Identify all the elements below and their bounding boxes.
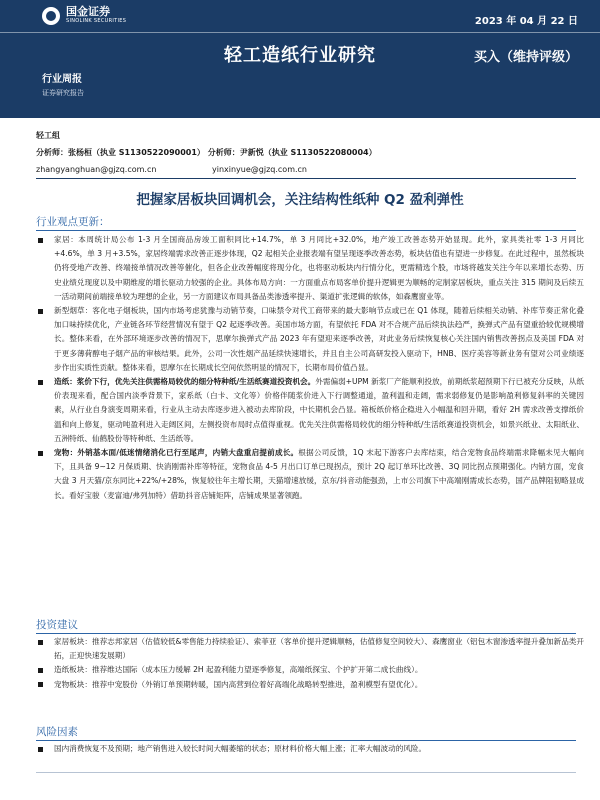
bullet-square-icon	[38, 747, 43, 752]
risk-list	[36, 742, 584, 756]
section-heading-risk: 风险因素	[36, 726, 78, 738]
logo-text-cn: 国金证券	[66, 5, 110, 18]
list-item: 造纸：浆价下行，优先关注供需格局较优的细分特种纸/生活纸赛道投资机会。外需偏弱+UPM 新浆厂产能顺利投放，前期纸浆超预期下行已被充分反映，从纸价表现来看，配合国内淡季背景下，家系纸（白卡、文化等）价格伴随浆价进入下行调整通道，盈利温和走阔，需求弱修复仍是影响盈利修复斜率的关键因素，从行业自身演变周期来看，行业从主动去库逐步进入被动去库阶段，中长期机会凸显。箱板纸价格企稳进入小幅温和回升期，看好 2H 需求改善支撑纸价温和向上修复，驱动吨盈利进入走阔区间，左侧投资布局时点值得重视。优先关注供需格局较优的细分特种纸/生活纸赛道投资机会，如景兴纸业、太阳纸业、五洲特纸、仙鹤股份等特种纸、生活纸等。	[36, 375, 584, 446]
report-subtitle: 证券研究报告	[42, 89, 84, 97]
rating-badge: 买入（维持评级）	[473, 50, 578, 65]
email-link[interactable]: zhangyanghuan@gjzq.com.cn	[36, 165, 157, 174]
bullet-square-icon	[38, 238, 43, 243]
list-item: 造纸板块：推荐维达国际（成本压力缓解 2H 起盈利能力望逐季修复，高端纸探宝、个护扩开第二成长曲线）。	[36, 663, 584, 677]
footer-divider	[36, 772, 576, 773]
list-item: 新型烟草：客化电子烟板块，国内市场考虑犹豫与动销节奏，口味禁令对代工商带来的最大影响节点或已在 Q1 体现，随着后续相关动销、补库节奏正常化叠加口味持续优化，产业链各环节经营情况有望于 Q2 起逐季改善。美国市场方面，有望依托 FDA 对不合规产品后续执法趋严，换弹式产品有望重拾较优规模增长。整体来看，在外部环境逐步改善的情况下，思摩尔换弹式产品 2023 年有望迎来逐季改善，对此业务后续恢复核心关注国内销售改善拐点及美国 FDA 对于更多薄荷醇电子烟产品的审核结果。此外，公司一次性烟产品延续快速增长，并且自主公司高研发投入驱动下，HNB、医疗美容等新业务有望对公司业绩逐步作出实质性贡献。整体来看，思摩尔在长期成长空间依然明显的情况下，长期布局价值凸显。	[36, 304, 584, 375]
advice-list	[36, 635, 584, 692]
list-item: 宠物板块：推荐中宠股份（外销订单预期转暖，国内高营到位着好高端化战略转型推进，盈利模型有望优化）。	[36, 678, 584, 692]
bullet-square-icon	[38, 380, 43, 385]
logo-text-en: SINOLINK SECURITIES	[66, 18, 127, 24]
section-rule	[36, 230, 576, 231]
views-list	[36, 233, 584, 503]
bullet-square-icon	[38, 682, 43, 687]
section-heading-views: 行业观点更新：	[36, 216, 110, 228]
brand-logo	[42, 6, 126, 25]
section-heading-advice: 投资建议	[36, 619, 78, 631]
analyst-line: 分析师：张杨桓（执业 S1130522090001） 分析师：尹新悦（执业 S1130522080004）	[36, 148, 377, 157]
list-item: 家居板块：推荐志邦家居（估值较低&零售能力持续验证）、索菲亚（客单价提升逻辑顺畅，估值修复空间较大）、森鹰窗业（铝包木窗渗透率提升叠加新品类开拓，正迎快速发展期）	[36, 635, 584, 663]
list-item: 国内消费恢复不及预期；地产销售进入较长时间大幅萎缩的状态；原材料价格大幅上涨；汇率大幅波动的风险。	[36, 742, 584, 756]
section-rule	[36, 633, 576, 634]
bullet-square-icon	[38, 309, 43, 314]
list-item: 宠物：外销基本面/低迷情绪消化已行至尾声，内销大盘重启提前成长。根据公司反馈，1Q 末起下游客户去库结束，结合宠物食品终端需求降幅未见大幅向下，且具备 9~12 月保质期、快消刚需补库等特征，宠物食品 4-5 月出口订单已现拐点，预计 2Q 起订单环比改善、3Q 同比拐点预期强化。内销方面，宠食大盘 3 月天猫/京东同比+22%/+28%，恢复较往年主增长期，天猫增速放缓，京东/抖音动能强劲，上市公司旗下中高端刚需成长态势，国产品牌阻韧略显成长。看好宝骏（麦富迪/弗列加特）借助抖音店铺矩阵，店铺成果显著领跑。	[36, 446, 584, 503]
report-date: 2023 年 04 月 22 日	[474, 16, 578, 27]
analyst-emails	[36, 165, 576, 174]
main-headline: 把握家居板块回调机会，关注结构性纸种 Q2 盈利弹性	[136, 192, 464, 208]
bullet-square-icon	[38, 668, 43, 673]
section-divider	[36, 178, 576, 179]
header-divider	[0, 32, 600, 33]
email-link[interactable]: yinxinyue@gjzq.com.cn	[212, 165, 307, 174]
bullet-square-icon	[38, 451, 43, 456]
report-header	[0, 0, 600, 118]
sector-label: 轻工组	[36, 131, 60, 140]
report-type: 行业周报	[42, 74, 82, 85]
list-item: 家居：本周统计局公布 1-3 月全国商品房竣工面积同比+14.7%，单 3 月同比+32.0%，地产竣工改善态势开始显现。此外，家具类社零 1-3 月同比+4.6%，单 3 月+3.5%，家居终端需求改善正逐步体现，Q2 起相关企业报表端有望呈现逐季改善态势，板块估值也有望进一步修复。在此过程中，虽然板块仍将受地产改善、终端接单情况改善等催化，但各企业改善幅度将现分化，也将驱动板块内行情分化，更需精选个股，市场将越发关注今年以来增长态势、历史业绩兑现度以及中期维度的增长驱动力较强的企业。具体布局方向：一方面重点布局客单价提升逻辑更为顺畅的定制家居板块，重点关注 315 期间及后续五一活动期间前端接单较为理想的企业，另一方面建议布局具备品类渗透率提升、渠道扩张逻辑的软体，如森鹰窗业等。	[36, 233, 584, 304]
section-rule	[36, 740, 576, 741]
sinolink-logo-icon	[42, 7, 60, 25]
report-title: 轻工造纸行业研究	[224, 45, 376, 66]
bullet-square-icon	[38, 640, 43, 645]
